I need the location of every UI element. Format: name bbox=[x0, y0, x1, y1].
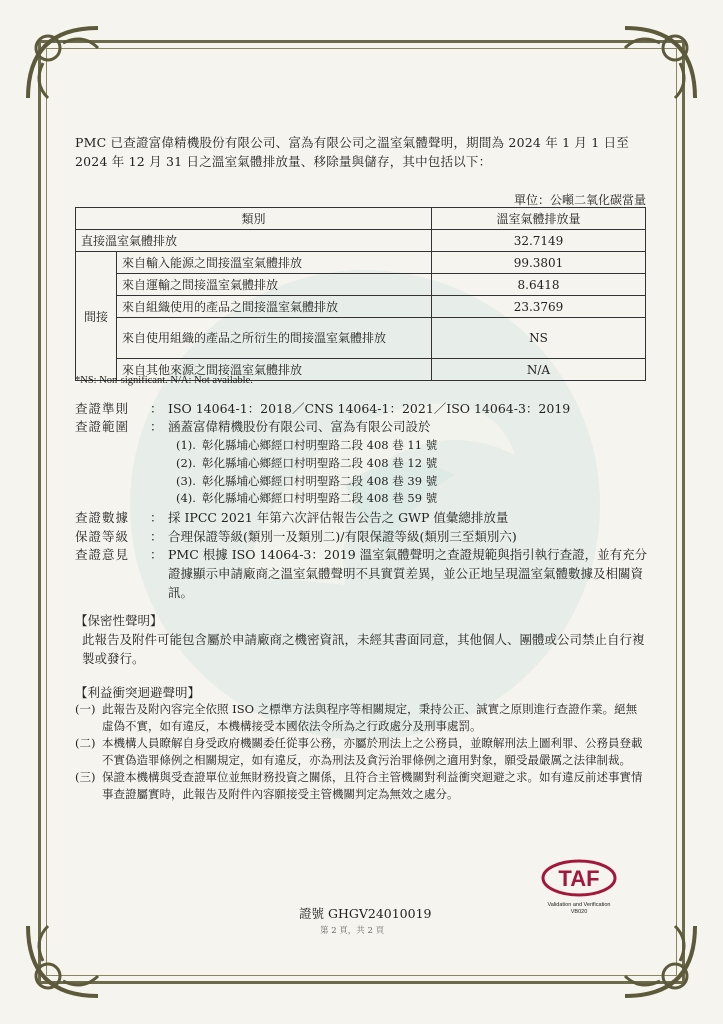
indirect-row-label: 來自組織使用的產品之間接溫室氣體排放 bbox=[117, 296, 432, 318]
emissions-table bbox=[75, 207, 646, 381]
scope-row: 查證範圍 ： 涵蓋富偉精機股份有限公司、富為有限公司設於 bbox=[75, 417, 648, 436]
direct-value: 32.7149 bbox=[432, 230, 646, 252]
list-item: (三) 保證本機構與受查證單位並無財務投資之關係，且符合主管機關對利益衝突迴避之求。如有違反前述事實情事查證屬實時，此報告及附件內容願接受主管機關判定為無效之處分。 bbox=[75, 770, 643, 801]
assurance-label: 保證等級 bbox=[75, 529, 130, 544]
ornament-corner-icon bbox=[18, 18, 108, 108]
opinion-row: 查證意見 ： PMC 根據 ISO 14064-3：2019 溫室氣體聲明之查證規範與指引執行查證，並有充分證據顯示申請廠商之溫室氣體聲明不具實質差異，並公正地呈現溫室氣體數據及相關資訊。 bbox=[75, 547, 648, 600]
list-item: (二) 本機構人員瞭解自身受政府機關委任從事公務，亦屬於刑法上之公務員，並瞭解刑法上圖利罪、公務員登載不實偽造罪條例之相關規定，如有違反，亦為刑法及貪污治罪條例之適用對象，願受最嚴厲之法律制裁。 bbox=[75, 736, 643, 767]
opinion-label: 查證意見 bbox=[75, 547, 130, 562]
criteria-text: ISO 14064-1：2018／CNS 14064-1：2021／ISO 14064-3：2019 bbox=[168, 401, 571, 416]
data-basis-row: 查證數據 ： 採 IPCC 2021 年第六次評估報告公告之 GWP 值彙總排放量 bbox=[75, 508, 648, 527]
assurance-text: 合理保證等級(類別一及類別二)/有限保證等級(類別三至類別六) bbox=[168, 529, 517, 544]
opinion-text: PMC 根據 ISO 14064-3：2019 溫室氣體聲明之查證規範與指引執行查證，並有充分證據顯示申請廠商之溫室氣體聲明不具實質差異，並公正地呈現溫室氣體數據及相關資訊。 bbox=[168, 547, 648, 600]
table-footnote: *NS: Non-significant. N/A: Not available. bbox=[75, 375, 253, 386]
address-line: (2). 彰化縣埔心鄉經口村明聖路二段 408 巷 12 號 bbox=[176, 456, 438, 470]
certificate-number: 證號 GHGV24010019 bbox=[299, 906, 432, 921]
indirect-row-value: N/A bbox=[432, 359, 646, 381]
taf-code: VB020 bbox=[570, 909, 588, 915]
conflict-list bbox=[75, 701, 647, 803]
confidentiality-title: 【保密性聲明】 bbox=[75, 613, 163, 628]
data-basis-label: 查證數據 bbox=[75, 510, 130, 525]
ornament-corner-icon bbox=[615, 18, 705, 108]
indirect-row-value: 8.6418 bbox=[432, 274, 646, 296]
taf-accreditation-mark bbox=[539, 858, 619, 916]
table-row bbox=[76, 318, 646, 359]
address-line: (3). 彰化縣埔心鄉經口村明聖路二段 408 巷 39 號 bbox=[176, 474, 438, 488]
direct-label: 直接溫室氣體排放 bbox=[76, 230, 432, 252]
indirect-row-value: 99.3801 bbox=[432, 252, 646, 274]
taf-accreditation-text: Validation and Verification bbox=[547, 902, 611, 908]
scope-text: 涵蓋富偉精機股份有限公司、富為有限公司設於 bbox=[168, 419, 431, 434]
indirect-row-value: 23.3769 bbox=[432, 296, 646, 318]
address-line: (4). 彰化縣埔心鄉經口村明聖路二段 408 巷 59 號 bbox=[176, 491, 438, 505]
criteria-row: 查證準則 ： ISO 14064-1：2018／CNS 14064-1：2021／ISO 14064-3：2019 bbox=[75, 399, 648, 418]
indirect-row-label: 來自其他來源之間接溫室氣體排放 bbox=[117, 359, 432, 381]
conflict-title: 【利益衝突迴避聲明】 bbox=[75, 685, 201, 700]
table-header-row bbox=[76, 208, 646, 230]
page-number: 第 2 頁，共 2 頁 bbox=[320, 926, 385, 936]
scope-label: 查證範圍 bbox=[75, 419, 130, 434]
table-row bbox=[76, 274, 646, 296]
ornament-corner-icon bbox=[18, 916, 108, 1006]
indirect-row-label: 來自運輸之間接溫室氣體排放 bbox=[117, 274, 432, 296]
data-basis-text: 採 IPCC 2021 年第六次評估報告公告之 GWP 值彙總排放量 bbox=[168, 510, 509, 525]
list-item: (一) 此報告及附內容完全依照 ISO 之標準方法與程序等相關規定，秉持公正、誠實之原則進行查證作業。絕無虛偽不實，如有違反，本機構接受本國依法令所為之行政處分及刑事處罰。 bbox=[75, 702, 638, 733]
taf-logo-icon bbox=[539, 858, 619, 898]
unit-label: 單位：公噸二氧化碳當量 bbox=[513, 193, 646, 207]
indirect-row-label: 來自輸入能源之間接溫室氣體排放 bbox=[117, 252, 432, 274]
indirect-row-value: NS bbox=[432, 318, 646, 359]
intro-paragraph: PMC 已查證富偉精機股份有限公司、富為有限公司之溫室氣體聲明，期間為 2024 年 1 月 1 日至 2024 年 12 月 31 日之溫室氣體排放量、移除量與儲存，其中包括以下： bbox=[75, 135, 630, 169]
table-row bbox=[76, 230, 646, 252]
table-row bbox=[76, 252, 646, 274]
assurance-row: 保證等級 ： 合理保證等級(類別一及類別二)/有限保證等級(類別三至類別六) bbox=[75, 527, 648, 546]
confidentiality-text: 此報告及附件可能包含屬於申請廠商之機密資訊，未經其書面同意，其他個人、團體或公司禁止自行複製或發行。 bbox=[82, 632, 645, 666]
ornament-corner-icon bbox=[615, 916, 705, 1006]
header-category: 類別 bbox=[76, 208, 432, 230]
indirect-row-label: 來自使用組織的產品之所衍生的間接溫室氣體排放 bbox=[117, 318, 432, 359]
svg-text:TAF: TAF bbox=[558, 866, 600, 891]
table-row bbox=[76, 296, 646, 318]
indirect-label: 間接 bbox=[76, 252, 117, 381]
criteria-label: 查證準則 bbox=[75, 401, 130, 416]
address-line: (1). 彰化縣埔心鄉經口村明聖路二段 408 巷 11 號 bbox=[176, 438, 438, 452]
header-value: 溫室氣體排放量 bbox=[432, 208, 646, 230]
